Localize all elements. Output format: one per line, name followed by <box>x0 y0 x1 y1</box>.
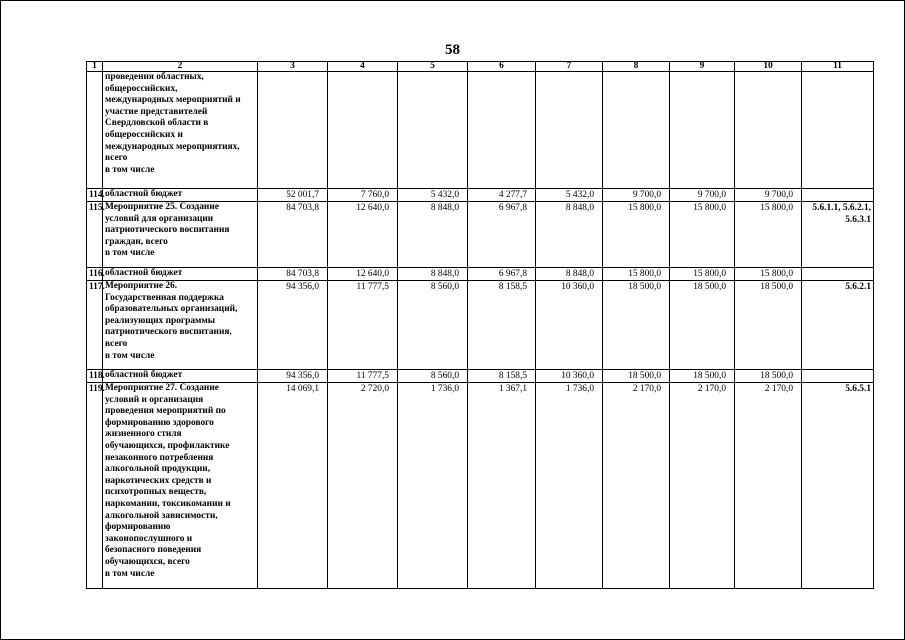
amount-cell: 11 777,5 <box>328 281 398 370</box>
target-indicator-code <box>802 72 874 189</box>
table-row <box>87 281 874 370</box>
amount-cell: 1 736,0 <box>398 383 468 589</box>
activity-name-line: в том числе <box>105 248 155 259</box>
activity-name-line: областной бюджет <box>105 189 183 199</box>
activity-name-line: наркомании, токсикомании и <box>105 498 231 509</box>
column-header: 9 <box>670 62 735 72</box>
amount-cell: 12 640,0 <box>328 268 398 281</box>
amount-cell <box>468 72 536 189</box>
column-header: 1 <box>87 62 103 72</box>
budget-table <box>86 61 874 589</box>
activity-name-line: Мероприятие 27. Создание <box>105 383 219 393</box>
activity-name-line: реализующих программы <box>105 315 216 326</box>
table-body <box>87 62 874 589</box>
amount-cell: 9 700,0 <box>735 189 802 202</box>
amount-cell: 7 760,0 <box>328 189 398 202</box>
amount-cell: 94 356,0 <box>258 370 328 383</box>
amount-cell: 8 848,0 <box>398 268 468 281</box>
activity-name-line: международных мероприятий и <box>105 95 241 106</box>
amount-cell: 18 500,0 <box>603 370 670 383</box>
table-row <box>87 370 874 383</box>
amount-cell: 15 800,0 <box>735 268 802 281</box>
activity-name <box>103 370 258 383</box>
activity-name-line: Свердловской области в <box>105 118 209 129</box>
amount-cell: 15 800,0 <box>735 202 802 268</box>
amount-cell <box>735 72 802 189</box>
activity-name-line: патриотического воспитания <box>105 225 230 236</box>
amount-cell: 4 277,7 <box>468 189 536 202</box>
amount-cell: 8 560,0 <box>398 281 468 370</box>
amount-cell: 1 367,1 <box>468 383 536 589</box>
target-indicator-code: 5.6.1.1, 5.6.2.1, 5.6.3.1 <box>802 202 874 268</box>
row-index: 115. <box>87 202 103 268</box>
row-index: 119. <box>87 383 103 589</box>
amount-cell <box>258 72 328 189</box>
amount-cell: 5 432,0 <box>398 189 468 202</box>
activity-name-line: всего <box>105 338 128 349</box>
target-indicator-code: 5.6.5.1 <box>802 383 874 589</box>
row-index: 114. <box>87 189 103 202</box>
amount-cell <box>670 72 735 189</box>
amount-cell: 14 069,1 <box>258 383 328 589</box>
table-row <box>87 202 874 268</box>
amount-cell: 9 700,0 <box>603 189 670 202</box>
activity-name-line: алкогольной продукции, <box>105 464 211 475</box>
amount-cell: 5 432,0 <box>536 189 603 202</box>
amount-cell: 11 777,5 <box>328 370 398 383</box>
activity-name <box>103 189 258 202</box>
activity-name-line: формированию здорового <box>105 417 214 428</box>
table-row <box>87 268 874 281</box>
amount-cell: 2 170,0 <box>670 383 735 589</box>
column-header: 3 <box>258 62 328 72</box>
activity-name-line: наркотических средств и <box>105 475 212 486</box>
activity-name-line: алкогольной зависимости, <box>105 510 218 521</box>
target-indicator-code <box>802 370 874 383</box>
amount-cell: 10 360,0 <box>536 281 603 370</box>
row-index: 116. <box>87 268 103 281</box>
activity-name <box>103 72 258 189</box>
amount-cell: 12 640,0 <box>328 202 398 268</box>
activity-name-line: психотропных веществ, <box>105 487 207 498</box>
activity-name-line: обучающихся, профилактике <box>105 440 230 451</box>
activity-name-line: условий и организация <box>105 394 204 405</box>
activity-name <box>103 268 258 281</box>
table-row <box>87 383 874 589</box>
activity-name-line: областной бюджет <box>105 268 183 278</box>
activity-name-line: общероссийских, <box>105 83 178 94</box>
table-row <box>87 72 874 189</box>
activity-name <box>103 281 258 370</box>
amount-cell: 6 967,8 <box>468 202 536 268</box>
row-index <box>87 72 103 189</box>
amount-cell: 2 170,0 <box>603 383 670 589</box>
page-number: 58 <box>445 42 460 58</box>
amount-cell: 52 001,7 <box>258 189 328 202</box>
amount-cell: 8 848,0 <box>398 202 468 268</box>
amount-cell: 8 158,5 <box>468 281 536 370</box>
amount-cell: 15 800,0 <box>603 202 670 268</box>
activity-name-line: обучающихся, всего <box>105 556 190 567</box>
column-header: 10 <box>735 62 802 72</box>
activity-name-line: формированию <box>105 522 171 533</box>
activity-name-line: областной бюджет <box>105 370 183 380</box>
amount-cell: 15 800,0 <box>670 202 735 268</box>
activity-name-line: в том числе <box>105 568 155 579</box>
activity-name-line: участие представителей <box>105 106 208 117</box>
amount-cell: 2 170,0 <box>735 383 802 589</box>
amount-cell: 18 500,0 <box>670 281 735 370</box>
amount-cell: 84 703,8 <box>258 268 328 281</box>
activity-name <box>103 383 258 589</box>
column-header: 4 <box>328 62 398 72</box>
amount-cell: 15 800,0 <box>603 268 670 281</box>
activity-name-line: Государственная поддержка <box>105 292 224 303</box>
row-index: 118. <box>87 370 103 383</box>
table-row <box>87 189 874 202</box>
activity-name-line: проведения областных, <box>105 72 204 82</box>
amount-cell: 84 703,8 <box>258 202 328 268</box>
activity-name-line: всего <box>105 153 128 164</box>
activity-name-line: патриотического воспитания, <box>105 327 232 338</box>
activity-name-line: жизненного стиля <box>105 429 182 440</box>
column-header: 8 <box>603 62 670 72</box>
activity-name-line: законопослушного и <box>105 533 193 544</box>
activity-name-line: международных мероприятиях, <box>105 141 240 152</box>
column-header: 11 <box>802 62 874 72</box>
amount-cell: 1 736,0 <box>536 383 603 589</box>
amount-cell <box>603 72 670 189</box>
amount-cell: 18 500,0 <box>735 281 802 370</box>
activity-name-line: образовательных организаций, <box>105 304 238 315</box>
target-indicator-code <box>802 189 874 202</box>
column-header: 2 <box>103 62 258 72</box>
activity-name-line: безопасного поведения <box>105 545 202 556</box>
activity-name-line: проведения мероприятий по <box>105 406 226 417</box>
amount-cell: 8 158,5 <box>468 370 536 383</box>
amount-cell: 18 500,0 <box>670 370 735 383</box>
amount-cell: 2 720,0 <box>328 383 398 589</box>
activity-name-line: незаконного потребления <box>105 452 214 463</box>
amount-cell: 8 848,0 <box>536 268 603 281</box>
amount-cell <box>328 72 398 189</box>
row-index: 117. <box>87 281 103 370</box>
amount-cell: 8 848,0 <box>536 202 603 268</box>
amount-cell: 15 800,0 <box>670 268 735 281</box>
column-header: 6 <box>468 62 536 72</box>
amount-cell: 8 560,0 <box>398 370 468 383</box>
amount-cell: 6 967,8 <box>468 268 536 281</box>
activity-name-line: в том числе <box>105 164 155 175</box>
activity-name-line: Мероприятие 25. Создание <box>105 202 219 212</box>
activity-name-line: условий для организации <box>105 213 214 224</box>
activity-name <box>103 202 258 268</box>
activity-name-line: общероссийских и <box>105 129 183 140</box>
amount-cell: 18 500,0 <box>735 370 802 383</box>
amount-cell: 94 356,0 <box>258 281 328 370</box>
header-row <box>87 62 874 72</box>
target-indicator-code <box>802 268 874 281</box>
column-header: 5 <box>398 62 468 72</box>
amount-cell <box>398 72 468 189</box>
column-header: 7 <box>536 62 603 72</box>
activity-name-line: граждан, всего <box>105 236 168 247</box>
activity-name-line: Мероприятие 26. <box>105 281 178 291</box>
amount-cell: 9 700,0 <box>670 189 735 202</box>
amount-cell: 10 360,0 <box>536 370 603 383</box>
activity-name-line: в том числе <box>105 350 155 361</box>
amount-cell <box>536 72 603 189</box>
target-indicator-code: 5.6.2.1 <box>802 281 874 370</box>
amount-cell: 18 500,0 <box>603 281 670 370</box>
